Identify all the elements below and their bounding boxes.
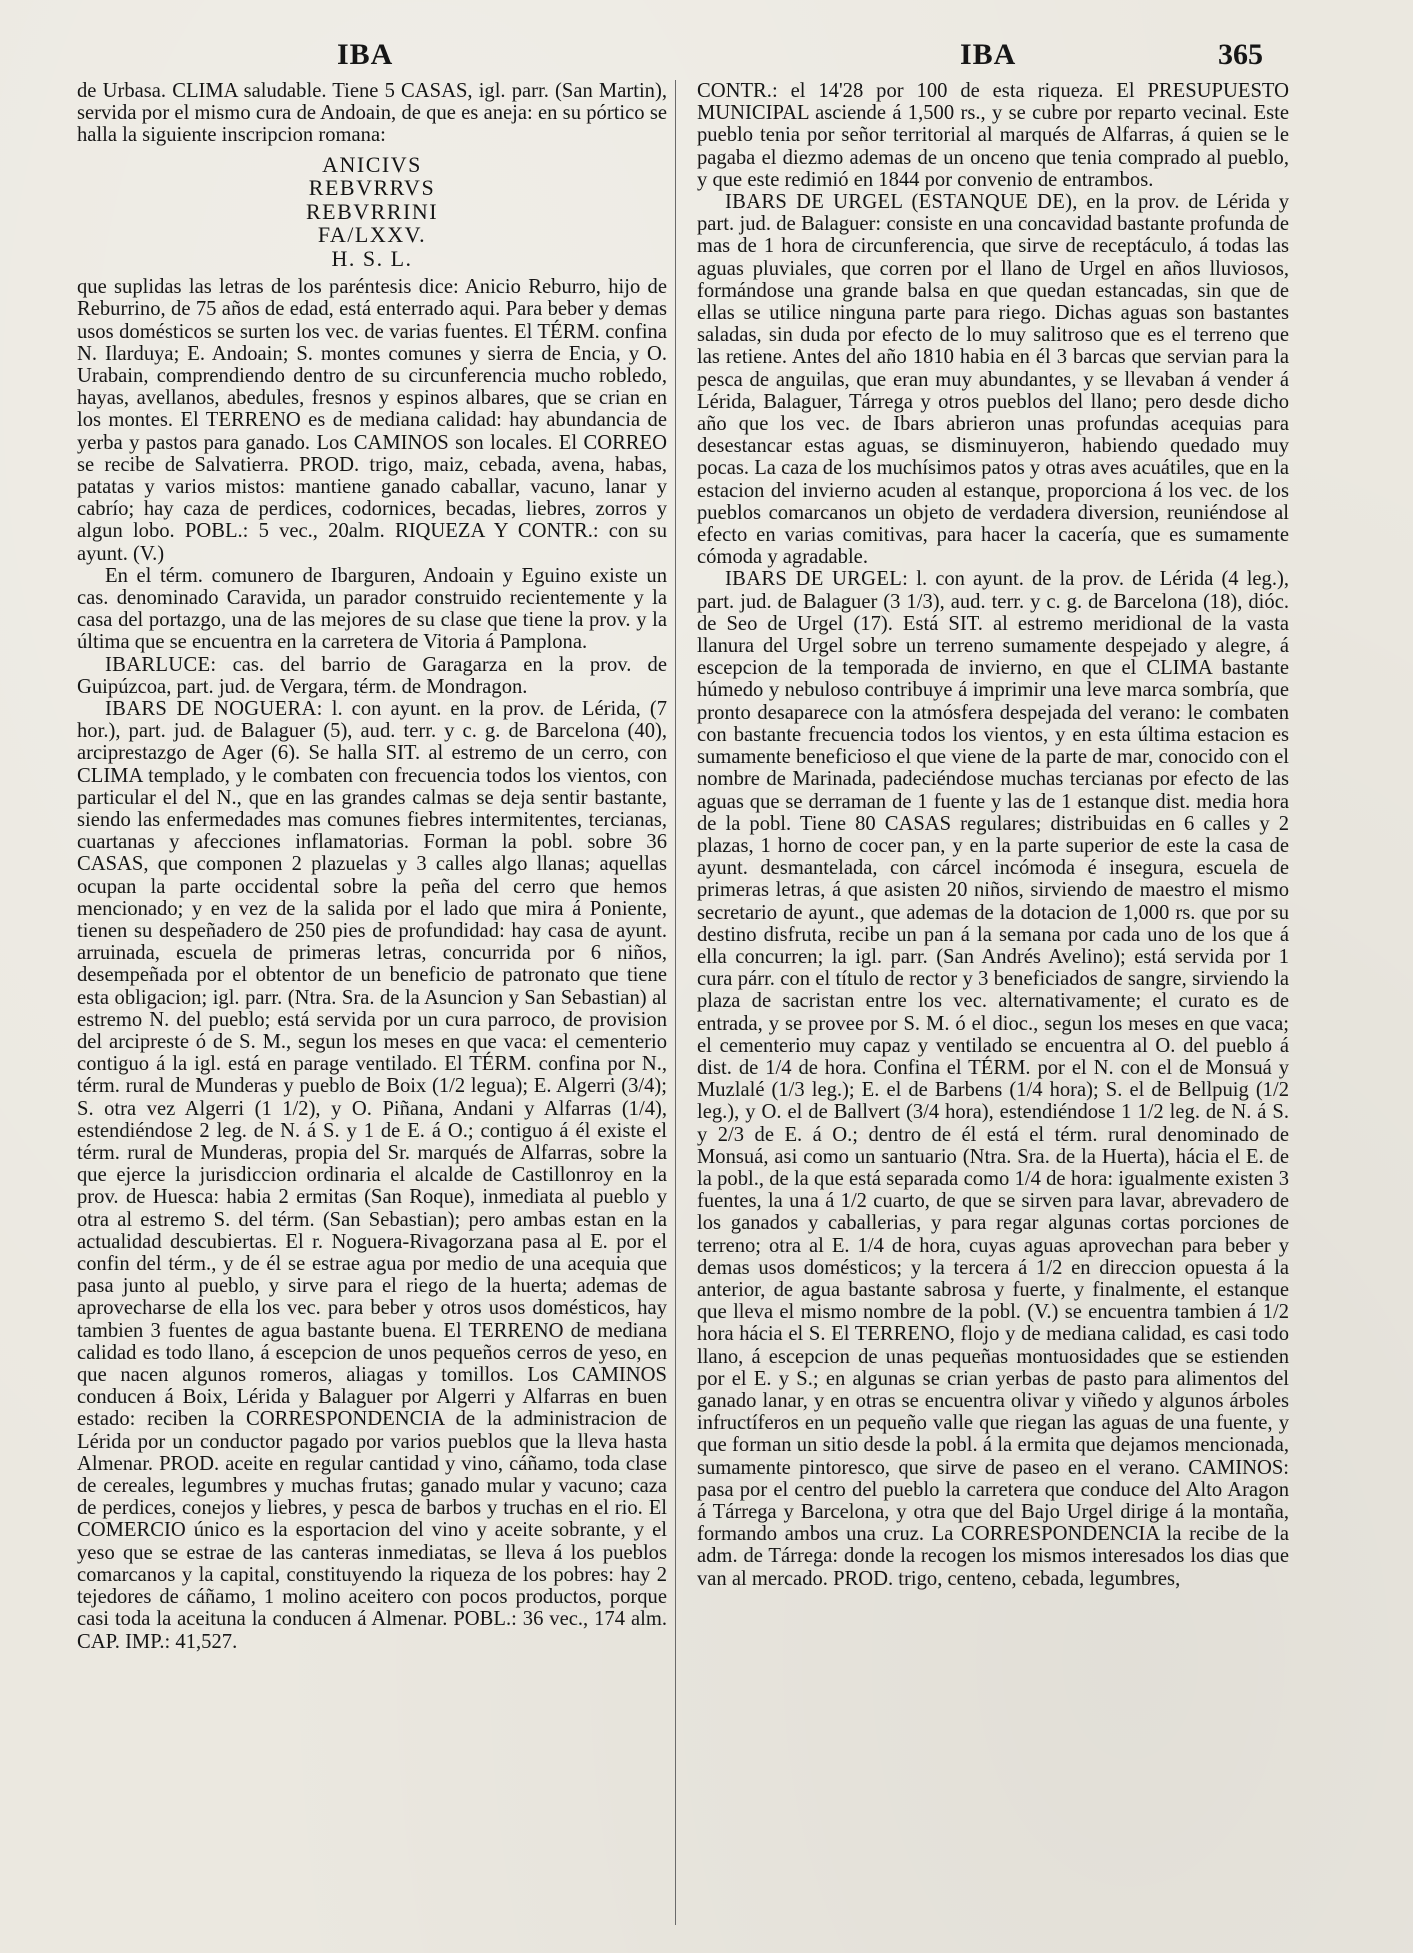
entry-heading: IBARLUCE: [105,653,217,676]
entry-text: cas. del barrio de Garagarza en la prov. de Guipúzcoa, part. jud. de Vergara, térm. de Mondragon. [77,653,667,698]
inscription-line: H. S. L. [331,245,413,271]
entry-text: en la prov. de Lérida y part. jud. de Balaguer: consiste en una concavidad bastante profunda de mas de 1 hora de circunferencia, que sirve de receptáculo, á todas las aguas pluviales, que corren por el llano de Urgel en años lluviosos, formándose una grande balsa en que quedan estancadas, sin que de ellas se utilice ninguna parte para riego. Dichas aguas son bastantes saladas, sin duda por efecto de lo muy salitroso que es el terreno que las retiene. Antes del año 1810 habia en él 3 barcas que servian para la pesca de anguilas, que eran muy abundantes, y se llevaban á vender á Lérida, Balaguer, Tárrega y otros pueblos del llano; pero desde dicho año que los vec. de Ibars abrieron unas profundas acequias para desestancar estas aguas, se disminuyeron, habiendo quedado muy pocas. La caza de los muchísimos patos y otras aves acuátiles, que en la estacion del invierno acuden al estanque, proporciona á los vec. de los pueblos comarcanos un objeto de verdadera diversion, reuniéndose al efecto en varias comitivas, para hacer la cacería, que es sumamente cómoda y agradable. [697,191,1290,569]
entry-heading: IBARS DE NOGUERA: [105,697,323,720]
running-head-left: IBA [337,38,394,71]
entry-ibars-de-urgel [697,568,1289,1589]
entry-heading: IBARS DE URGEL: [725,568,909,591]
entry-text: l. con ayunt. en la prov. de Lérida, (7 hor.), part. jud. de Balaguer (5), aud. terr. y c. g. de Barcelona (40), arciprestazgo de Ager (6). Se halla SIT. al estremo de un cerro, con CLIMA templado, y le combaten con frecuencia todos los vientos, con particular el del N., que en las grandes calmas se deja sentir bastante, siendo las enfermedades mas comunes fiebres intermitentes, tercianas, cuartanas y afecciones inflamatorias. Forman la pobl. sobre 36 CASAS, que componen 2 plazuelas y 3 calles algo llanas; aquellas ocupan la parte occidental sobre la peña del cerro que hemos mencionado; y en vez de la salida por el lado que mira á Poniente, tienen su despeñadero de 250 pies de profundidad: hay casa de ayunt. arruinada, escuela de primeras letras, concurrida por 6 niños, desempeñada por el obtentor de un beneficio de patronato que tiene esta obligacion; igl. parr. (Ntra. Sra. de la Asuncion y San Sebastian) al estremo N. del pueblo; está servida por un cura parroco, de provision del arcipreste ó de S. M., segun los meses en que vaca: el cementerio contiguo á la igl. está en parage ventilado. El TÉRM. confina por N., térm. rural de Munderas y pueblo de Boix (1/2 legua); E. Algerri (3/4); S. otra vez Algerri (1 1/2), y O. Piñana, Andani y Alfarras (1/4), estendiéndose 2 leg. de N. á S. y 1 de E. á O.; contiguo á él existe el térm. rural de Munderas, propia del Sr. marqués de Alfarras, sobre la que ejerce la jurisdiccion ordinaria el alcalde de Castillonroy en la prov. de Huesca: habia 2 ermitas (San Roque), inmediata al pueblo y otra al estremo S. del térm. (San Sebastian); pero ambas estan en la actualidad descubiertas. El r. Noguera-Rivagorzana pasa al E. por el confin del térm., y de él se estrae agua por medio de una acequia que pasa junto al pueblo, y sirve para el riego de la huerta; ademas de aprovecharse de ella los vec. para beber y otros usos domésticos, hay tambien 3 fuentes de agua bastante buena. El TERRENO de mediana calidad es todo llano, á escepcion de unos pequeños cerros de yeso, en que nacen algunos romeros, aliagas y tomillos. Los CAMINOS conducen á Boix, Lérida y Balaguer por Algerri y Alfarras en buen estado: reciben la CORRESPONDENCIA de la administracion de Lérida por un conductor pagado por varios pueblos que la lleva hasta Almenar. PROD. aceite en regular cantidad y vino, cáñamo, toda clase de cereales, legumbres y muchas frutas; ganado mular y vacuno; caza de perdices, conejos y liebres, y pesca de barbos y truchas en el rio. El COMERCIO único es la esportacion del vino y aceite sobrante, y el yeso que se estrae de las canteras inmediatas, se lleva á los pueblos comarcanos y la capital, constituyendo la riqueza de los pobres: hay 2 tejedores de cáñamo, 1 molino aceitero con pocos productos, porque casi toda la aceituna la conducen á Almenar. POBL.: 36 vec., 174 alm. CAP. IMP.: 41,527. [77,697,667,1653]
left-paragraph-3: En el térm. comunero de Ibarguren, Andoain y Eguino existe un cas. denominado Caravida, un parador construido recientemente y la casa del portazgo, una de las mejores de su clase que tiene la prov. y la última que se encuentra en la carretera de Vitoria á Pamplona. [77,564,667,654]
entry-ibars-de-noguera [77,698,667,1653]
inscription-line: REBVRRVS [308,175,436,201]
entry-heading: IBARS DE URGEL (ESTANQUE DE), [725,191,1078,214]
left-column [77,80,667,1653]
inscription-line: FA/LXXV. [317,222,427,248]
running-head-right: IBA [960,38,1017,71]
page-number: 365 [1218,38,1263,71]
inscription-line: REBVRRINI [305,198,439,224]
roman-inscription [77,153,667,271]
entry-ibarluce [77,654,667,698]
column-divider [675,80,676,1925]
right-paragraph-1: CONTR.: el 14'28 por 100 de esta riqueza. El PRESUPUESTO MUNICIPAL asciende á 1,500 rs., y se cubre por reparto vecinal. Este pueblo tenia por señor territorial al marqués de Alfarras, á quien se le pagaba el diezmo ademas de un onceno que tenia comprado al pueblo, y que este redimió en 1844 por convenio de entrambos. [697,80,1289,191]
left-paragraph-1: de Urbasa. CLIMA saludable. Tiene 5 CASAS, igl. parr. (San Martin), servida por el mismo cura de Andoain, de que es aneja: en su pórtico se halla la siguiente inscripcion romana: [77,80,667,147]
inscription-line: ANICIVS [322,151,422,177]
left-paragraph-2: que suplidas las letras de los paréntesis dice: Anicio Reburro, hijo de Reburrino, de 75 años de edad, está enterrado aqui. Para beber y demas usos domésticos se surten los vec. de varias fuentes. El TÉRM. confina N. Ilarduya; E. Andoain; S. montes comunes y sierra de Encia, y O. Urabain, comprendiendo dentro de su circunferencia mucho robledo, hayas, avellanos, abedules, fresnos y espinos albares, que se crian en los montes. El TERRENO es de mediana calidad: hay abundancia de yerba y pastos para ganado. Los CAMINOS son locales. El CORREO se recibe de Salvatierra. PROD. trigo, maiz, cebada, avena, habas, patatas y varios mistos: mantiene ganado caballar, vacuno, lanar y cabrío; hay caza de perdices, codornices, becadas, liebres, zorros y algun lobo. POBL.: 5 vec., 20alm. RIQUEZA Y CONTR.: con su ayunt. (V.) [77,276,667,565]
entry-estanque-ibars-de-urgel [697,191,1289,568]
right-column [697,80,1289,1590]
entry-text: l. con ayunt. de la prov. de Lérida (4 leg.), part. jud. de Balaguer (3 1/3), aud. terr. y c. g. de Barcelona (18), dióc. de Seo de Urgel (17). Está SIT. al estremo meridional de la vasta llanura del Urgel sobre un terreno sumamente despejado y alegre, á escepcion de la temporada de invierno, en que el CLIMA bastante húmedo y nebuloso contribuye á imprimir una leve marca sombría, que pronto desaparece con la atmósfera despejada del verano: le combaten con bastante frecuencia todos los vientos, y en esta última estacion es sumamente beneficioso el que viene de la parte de mar, conocido con el nombre de Marinada, padeciéndose muchas tercianas por efecto de las aguas que se derraman de 1 fuente y las de 1 estanque dist. media hora de la pobl. Tiene 80 CASAS regulares; distribuidas en 6 calles y 2 plazas, 1 horno de cocer pan, y en la parte superior de este la casa de ayunt. desmantelada, con cárcel incómoda é insegura, escuela de primeras letras, á que asisten 20 niños, sirviendo de maestro el mismo secretario de ayunt., que ademas de la dotacion de 1,000 rs. que por su destino disfruta, recibe un pan á la semana por cada uno de los que á ella concurren; la igl. parr. (San Andrés Avelino); está servida por 1 cura párr. con el título de rector y 3 beneficiados de sangre, sirviendo la plaza de sacristan entre los vec. alternativamente; el curato es de entrada, y se provee por S. M. ó el dioc., segun los meses en que vaca; el cementerio muy capaz y ventilado se encuentra al O. del pueblo á dist. de 1/4 de hora. Confina el TÉRM. por el N. con el de Monsuá y Muzlalé (1/3 leg.); E. el de Barbens (1/4 hora); S. el de Bellpuig (1/2 leg.), y O. el de Ballvert (3/4 hora), estendiéndose 1 1/2 leg. de N. á S. y 2/3 de E. á O.; dentro de él está el térm. rural denominado de Monsuá, asi como un santuario (Ntra. Sra. de la Huerta), hácia el E. de la pobl., de la que está separada como 1/4 de hora: igualmente existen 3 fuentes, la una á 1/2 cuarto, de que se sirven para lavar, abrevadero de los ganados y caballerias, y para regar algunas cortas porciones de terreno; otra al E. 1/4 de hora, cuyas aguas aprovechan para beber y demas usos domésticos; y la tercera á 1/2 en direccion opuesta á la anterior, de agua bastante sabrosa y fuerte, y finalmente, el estanque que lleva el mismo nombre de la pobl. (V.) se encuentra tambien á 1/2 hora hácia el S. El TERRENO, flojo y de mediana calidad, es casi todo llano, á escepcion de unas pequeñas montuosidades que se estienden por el E. y S.; en algunas se crian yerbas de pasto para alimentos del ganado lanar, y en otras se encuentra olivar y viñedo y algunos árboles infructíferos en un pequeño valle que riegan las aguas de una fuente, y que forman un sitio desde la pobl. á la ermita que dejamos mencionada, sumamente pintoresco, que sirve de paseo en el verano. CAMINOS: pasa por el centro del pueblo la carretera que conduce del Alto Aragon á Tárrega y Barcelona, y otra que del Bajo Urgel dirige á la montaña, formando ambos una cruz. La CORRESPONDENCIA la recibe de la adm. de Tárrega: donde la recogen los mismos interesados los dias que van al mercado. PROD. trigo, centeno, cebada, legumbres, [697,568,1290,1590]
